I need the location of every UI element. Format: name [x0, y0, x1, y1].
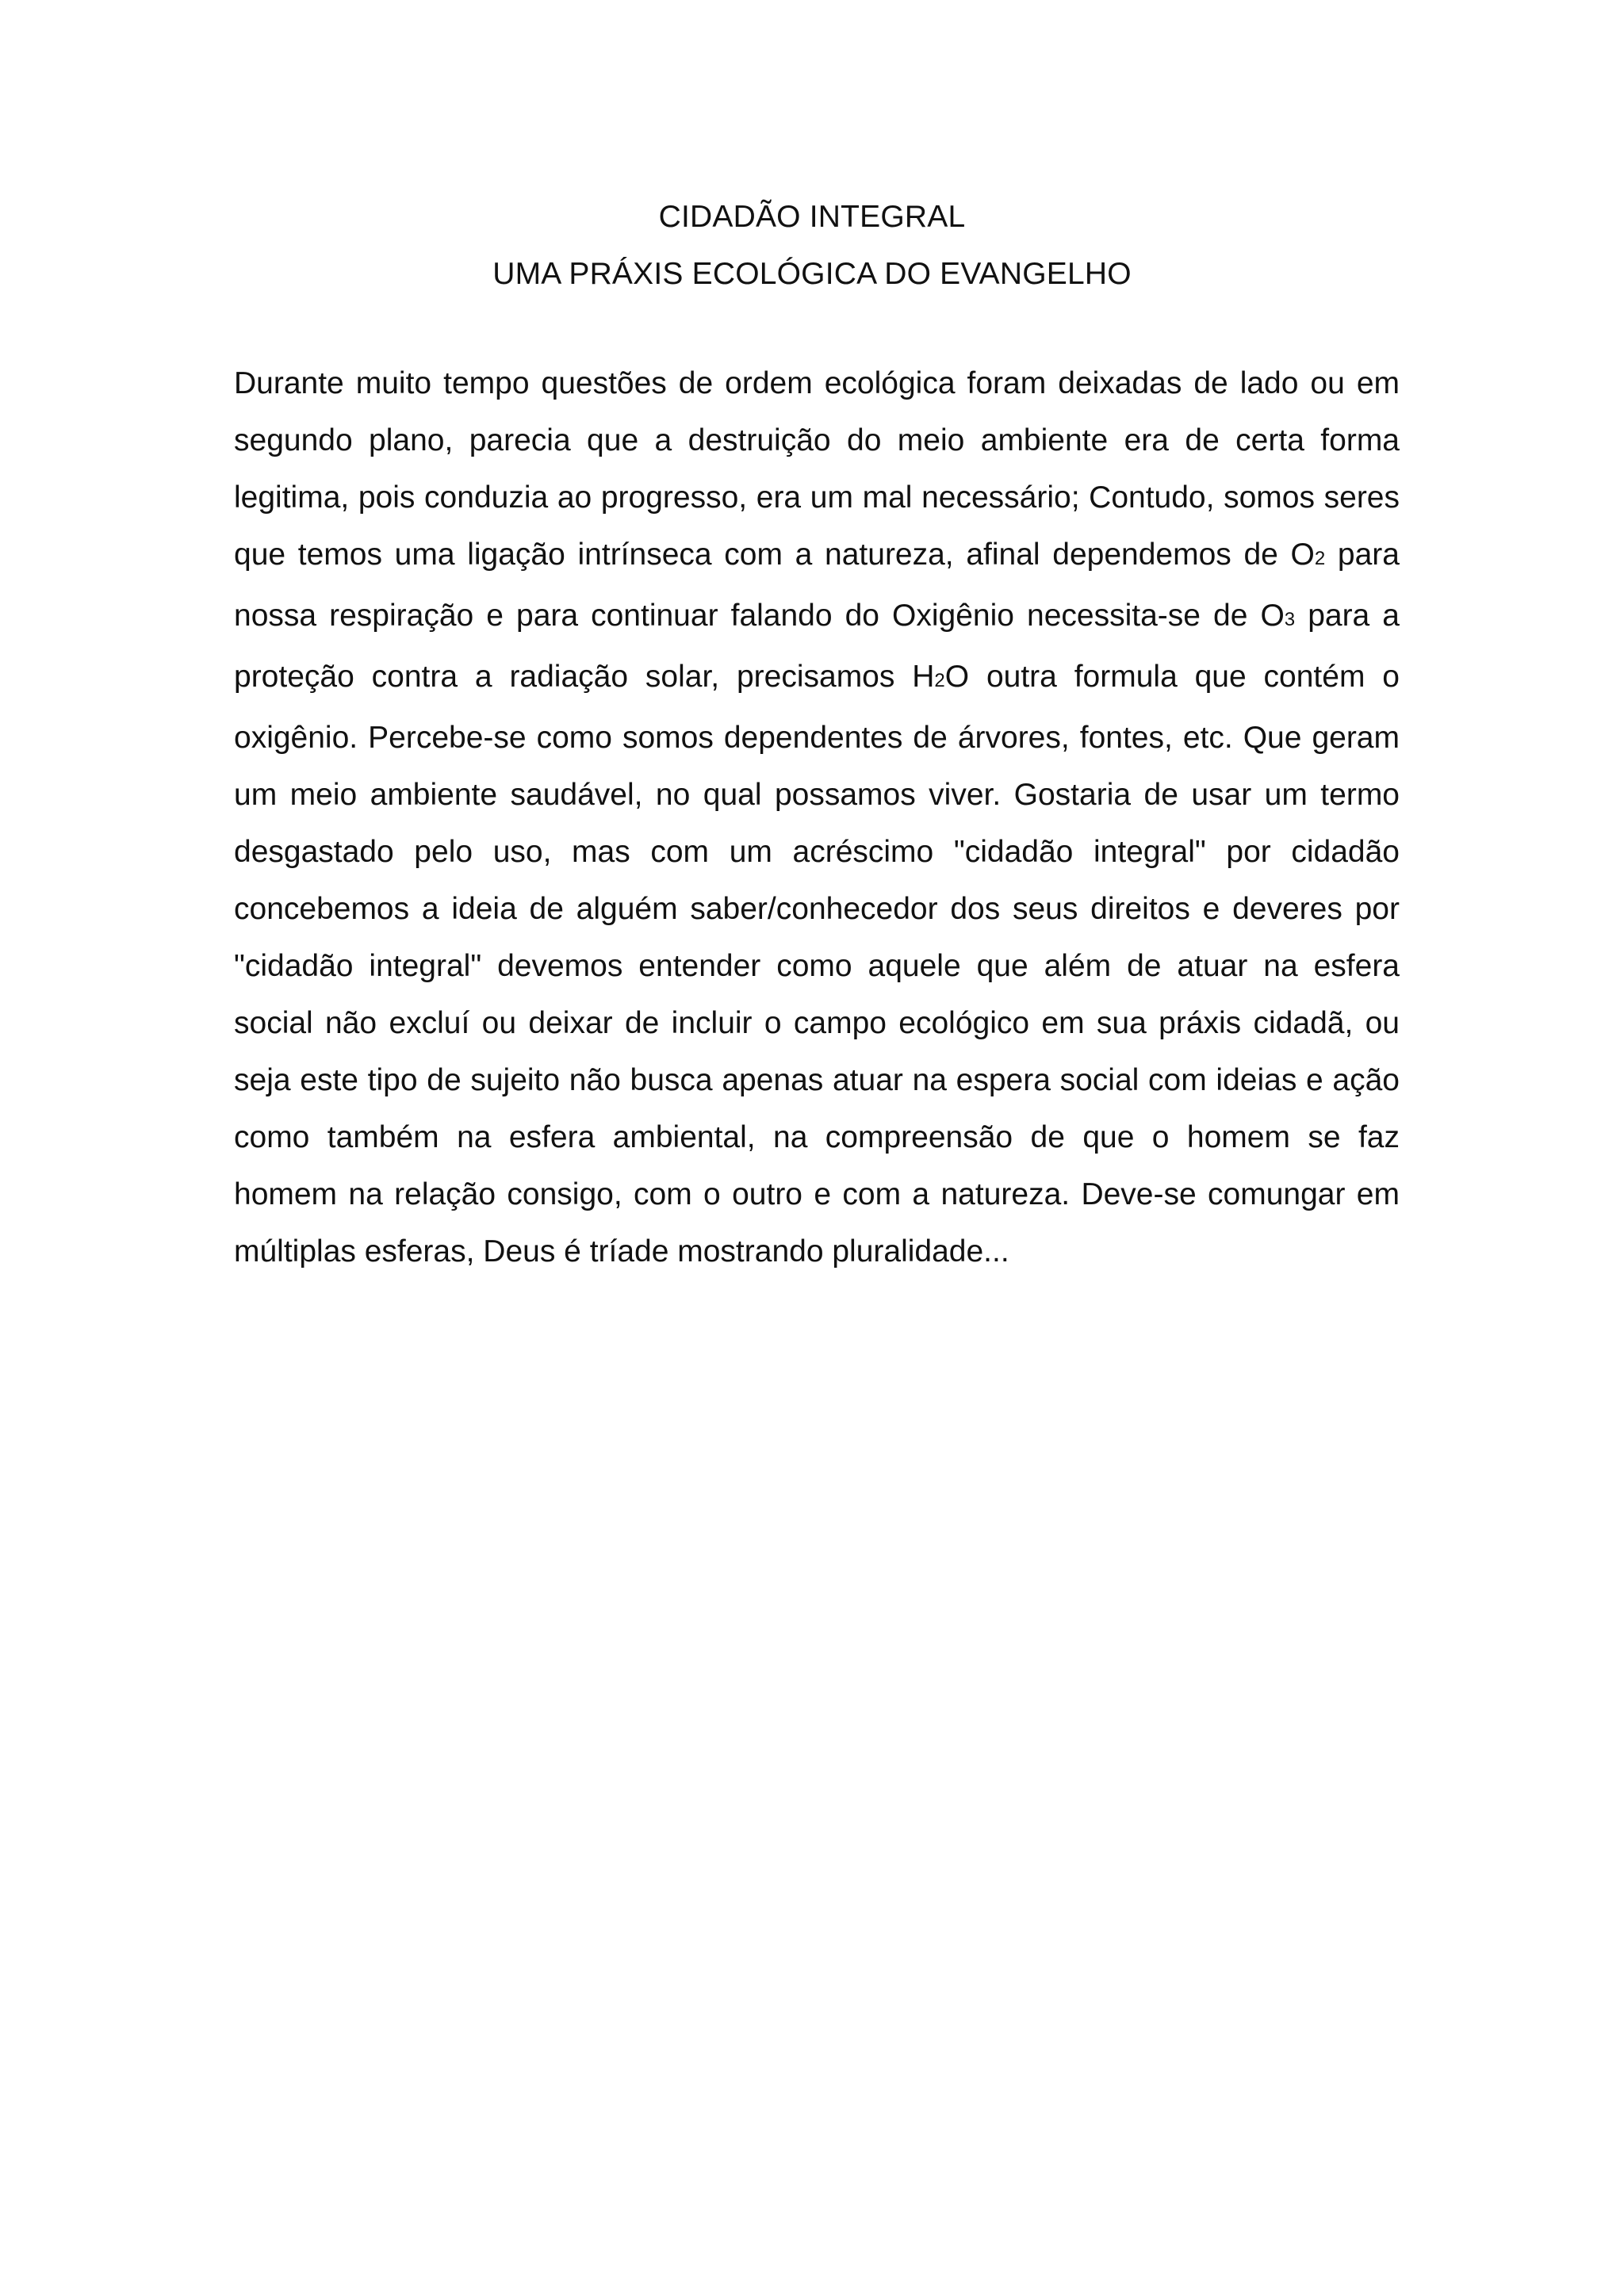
subscript-2: 2 [934, 670, 945, 691]
body-segment: O outra formula que contém o oxigênio. Percebe-se como somos dependentes de árvores, fontes, etc. Que geram um meio ambiente saudável, no qual possamos viver. Gostaria de usar um termo desgastado pelo uso, mas com um acréscimo "cidadão integral" por cidadão concebemos a ideia de alguém saber/conhecedor dos seus direitos e deveres por "cidadão integral" devemos entender como aquele que além de atuar na esfera social não excluí ou deixar de incluir o campo ecológico em sua práxis cidadã, ou seja este tipo de sujeito não busca apenas atuar na espera social com ideias e ação como também na esfera ambiental, na compreensão de que o homem se faz homem na relação consigo, com o outro e com a natureza. Deve-se comungar em múltiplas esferas, Deus é tríade mostrando pluralidade... [234, 660, 1400, 1269]
title-line-1: CIDADÃO INTEGRAL [658, 200, 966, 234]
body-segment: para a proteção contra a radiação solar, precisamos H [234, 599, 1400, 694]
body-segment: para nossa respiração e para continuar falando do Oxigênio necessita-se de O [234, 538, 1400, 633]
body-segment: Durante muito tempo questões de ordem ecológica foram deixadas de lado ou em segundo plano, parecia que a destruição do meio ambiente era de certa forma legitima, pois conduzia ao progresso, era um mal necessário; Contudo, somos seres que temos uma ligação intrínseca com a natureza, afinal dependemos de O [234, 366, 1400, 572]
document-title [0, 189, 1624, 303]
subscript-3: 3 [1284, 609, 1296, 630]
subscript-2: 2 [1314, 548, 1326, 569]
body-paragraph [234, 355, 1400, 1280]
title-line-2: UMA PRÁXIS ECOLÓGICA DO EVANGELHO [492, 257, 1132, 291]
